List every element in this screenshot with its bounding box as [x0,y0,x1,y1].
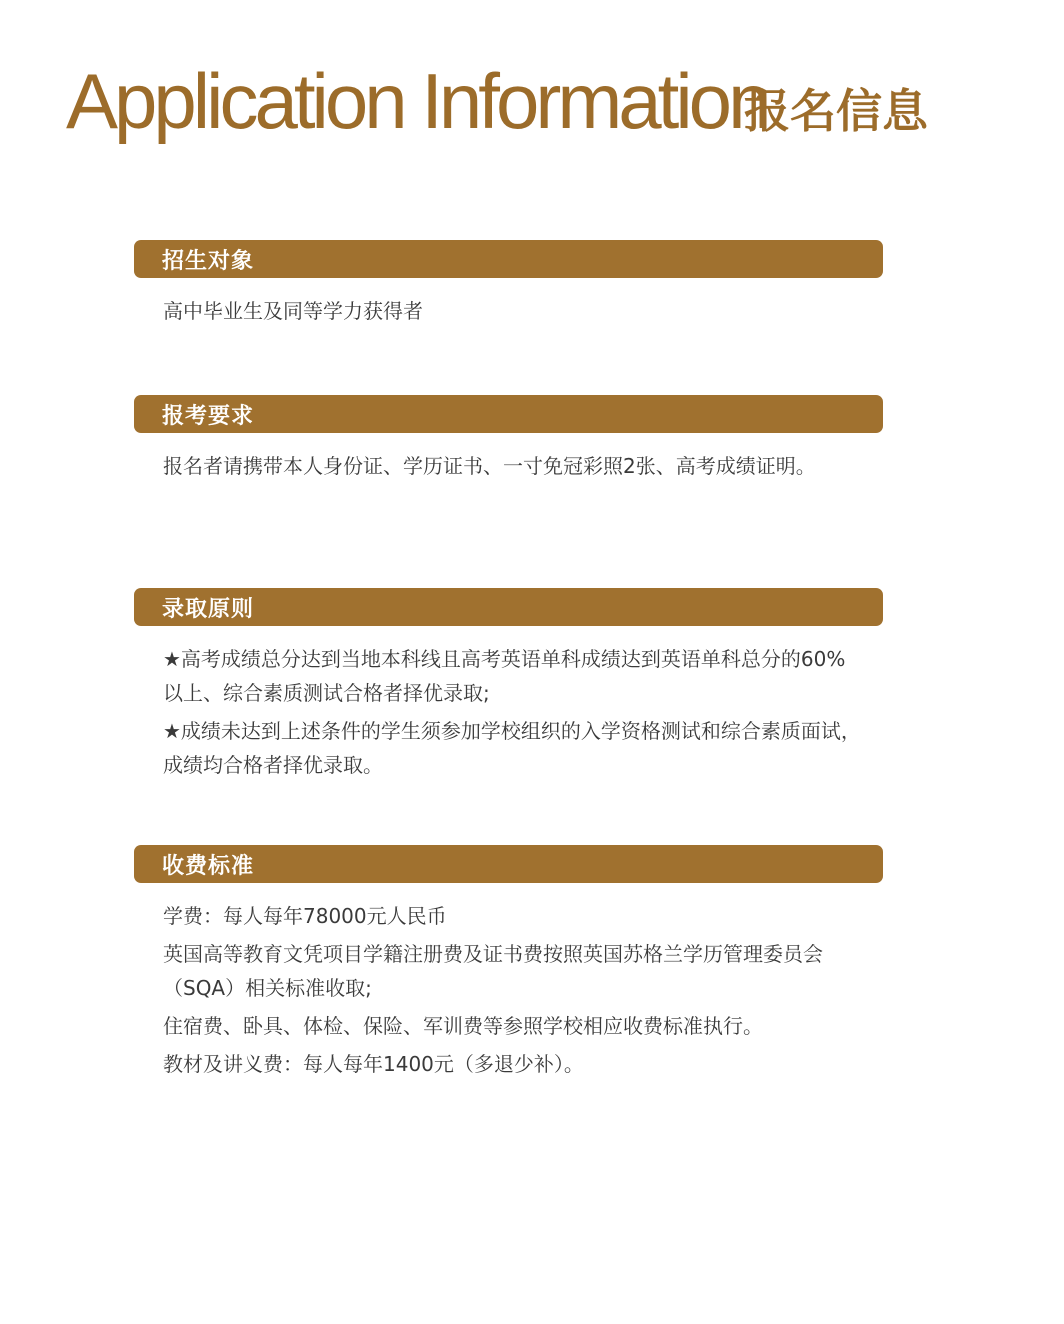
section-header-bar [134,588,883,626]
section-header-bar [134,240,883,278]
paragraph: 英国高等教育文凭项目学籍注册费及证书费按照英国苏格兰学历管理委员会（SQA）相关标准收取; [163,942,823,1000]
section-body [163,899,863,1081]
section-body [163,449,863,483]
section-header-bar [134,395,883,433]
paragraph: ★高考成绩总分达到当地本科线且高考英语单科成绩达到英语单科总分的60%以上、综合素质测试合格者择优录取; [163,647,846,705]
paragraph: 报名者请携带本人身份证、学历证书、一寸免冠彩照2张、高考成绩证明。 [163,454,816,478]
section-fee-standards [134,845,883,1081]
paragraph: 学费：每人每年78000元人民币 [163,904,447,928]
paragraph: 教材及讲义费：每人每年1400元（多退少补）。 [163,1052,584,1076]
section-enrollment-target [134,240,883,328]
section-body [163,642,863,782]
paragraph: ★成绩未达到上述条件的学生须参加学校组织的入学资格测试和综合素质面试，成绩均合格者择优录取。 [163,719,861,777]
section-header-bar [134,845,883,883]
section-heading: 录取原则 [162,596,255,622]
section-heading: 收费标准 [162,853,255,879]
page-title-en: Application Information [66,57,768,145]
paragraph: 住宿费、卧具、体检、保险、军训费等参照学校相应收费标准执行。 [163,1014,763,1038]
section-admission-principles [134,588,883,782]
page-title-zh: 报名信息 [744,84,928,138]
section-heading: 招生对象 [162,248,255,274]
section-application-requirements [134,395,883,483]
paragraph: 高中毕业生及同等学力获得者 [163,299,423,323]
section-body [163,294,863,328]
section-heading: 报考要求 [162,403,255,429]
